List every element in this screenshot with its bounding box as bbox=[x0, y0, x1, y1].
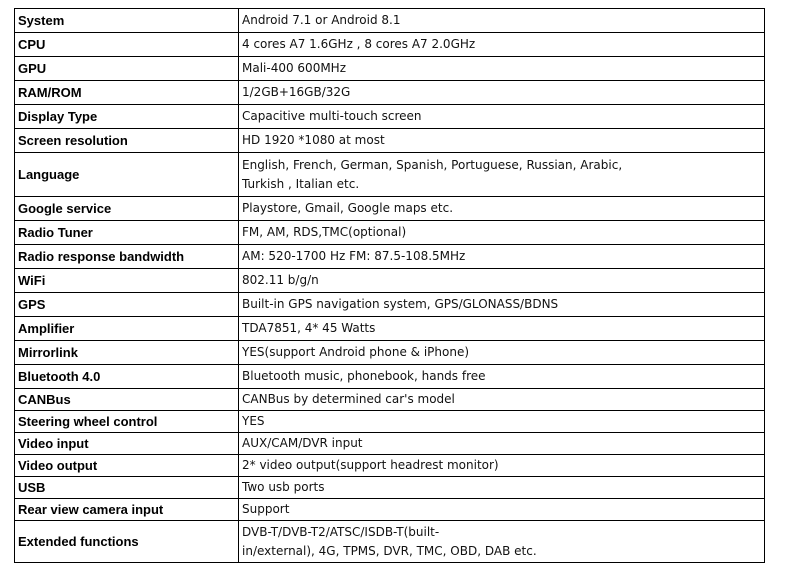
spec-label: Video output bbox=[15, 455, 239, 477]
spec-label: Screen resolution bbox=[15, 129, 239, 153]
spec-label: Radio Tuner bbox=[15, 221, 239, 245]
table-row bbox=[15, 521, 765, 563]
spec-label: RAM/ROM bbox=[15, 81, 239, 105]
table-row bbox=[15, 33, 765, 57]
spec-value: HD 1920 *1080 at most bbox=[239, 129, 765, 153]
spec-label: CANBus bbox=[15, 389, 239, 411]
spec-value: Built-in GPS navigation system, GPS/GLONASS/BDNS bbox=[239, 293, 765, 317]
table-row bbox=[15, 9, 765, 33]
table-row bbox=[15, 129, 765, 153]
spec-value: Mali-400 600MHz bbox=[239, 57, 765, 81]
table-row bbox=[15, 389, 765, 411]
spec-label: Radio response bandwidth bbox=[15, 245, 239, 269]
spec-label: Amplifier bbox=[15, 317, 239, 341]
table-row bbox=[15, 455, 765, 477]
spec-value: YES bbox=[239, 411, 765, 433]
spec-value bbox=[239, 153, 765, 197]
table-row bbox=[15, 411, 765, 433]
spec-value: Two usb ports bbox=[239, 477, 765, 499]
spec-label: Rear view camera input bbox=[15, 499, 239, 521]
table-row bbox=[15, 221, 765, 245]
spec-label: CPU bbox=[15, 33, 239, 57]
spec-value-line: in/external), 4G, TPMS, DVR, TMC, OBD, DAB etc. bbox=[242, 543, 537, 558]
spec-label: Steering wheel control bbox=[15, 411, 239, 433]
spec-label: GPS bbox=[15, 293, 239, 317]
spec-label: WiFi bbox=[15, 269, 239, 293]
spec-value: Capacitive multi-touch screen bbox=[239, 105, 765, 129]
spec-value: 1/2GB+16GB/32G bbox=[239, 81, 765, 105]
table-row bbox=[15, 293, 765, 317]
table-row bbox=[15, 477, 765, 499]
spec-value bbox=[239, 521, 765, 563]
table-row bbox=[15, 57, 765, 81]
spec-value: AUX/CAM/DVR input bbox=[239, 433, 765, 455]
spec-value-line: Turkish , Italian etc. bbox=[242, 176, 360, 191]
table-row bbox=[15, 433, 765, 455]
table-row bbox=[15, 105, 765, 129]
spec-label: Display Type bbox=[15, 105, 239, 129]
table-row bbox=[15, 153, 765, 197]
spec-value: Playstore, Gmail, Google maps etc. bbox=[239, 197, 765, 221]
table-row bbox=[15, 499, 765, 521]
spec-value: TDA7851, 4* 45 Watts bbox=[239, 317, 765, 341]
spec-value: Support bbox=[239, 499, 765, 521]
spec-value: 802.11 b/g/n bbox=[239, 269, 765, 293]
spec-value: Bluetooth music, phonebook, hands free bbox=[239, 365, 765, 389]
table-row bbox=[15, 341, 765, 365]
spec-value: 2* video output(support headrest monitor) bbox=[239, 455, 765, 477]
spec-label: Bluetooth 4.0 bbox=[15, 365, 239, 389]
spec-label: USB bbox=[15, 477, 239, 499]
spec-label: Extended functions bbox=[15, 521, 239, 563]
spec-value: FM, AM, RDS,TMC(optional) bbox=[239, 221, 765, 245]
spec-label: Mirrorlink bbox=[15, 341, 239, 365]
table-row bbox=[15, 317, 765, 341]
spec-label: Language bbox=[15, 153, 239, 197]
spec-label: GPU bbox=[15, 57, 239, 81]
spec-value: YES(support Android phone & iPhone) bbox=[239, 341, 765, 365]
table-row bbox=[15, 365, 765, 389]
spec-value-line: DVB-T/DVB-T2/ATSC/ISDB-T(built- bbox=[242, 524, 440, 539]
table-row bbox=[15, 245, 765, 269]
spec-value: 4 cores A7 1.6GHz , 8 cores A7 2.0GHz bbox=[239, 33, 765, 57]
table-row bbox=[15, 197, 765, 221]
spec-table bbox=[14, 8, 765, 563]
spec-label: Video input bbox=[15, 433, 239, 455]
table-row bbox=[15, 81, 765, 105]
table-row bbox=[15, 269, 765, 293]
spec-value: Android 7.1 or Android 8.1 bbox=[239, 9, 765, 33]
spec-value: CANBus by determined car's model bbox=[239, 389, 765, 411]
spec-value-line: English, French, German, Spanish, Portuguese, Russian, Arabic, bbox=[242, 157, 623, 172]
spec-value: AM: 520-1700 Hz FM: 87.5-108.5MHz bbox=[239, 245, 765, 269]
spec-label: Google service bbox=[15, 197, 239, 221]
spec-label: System bbox=[15, 9, 239, 33]
